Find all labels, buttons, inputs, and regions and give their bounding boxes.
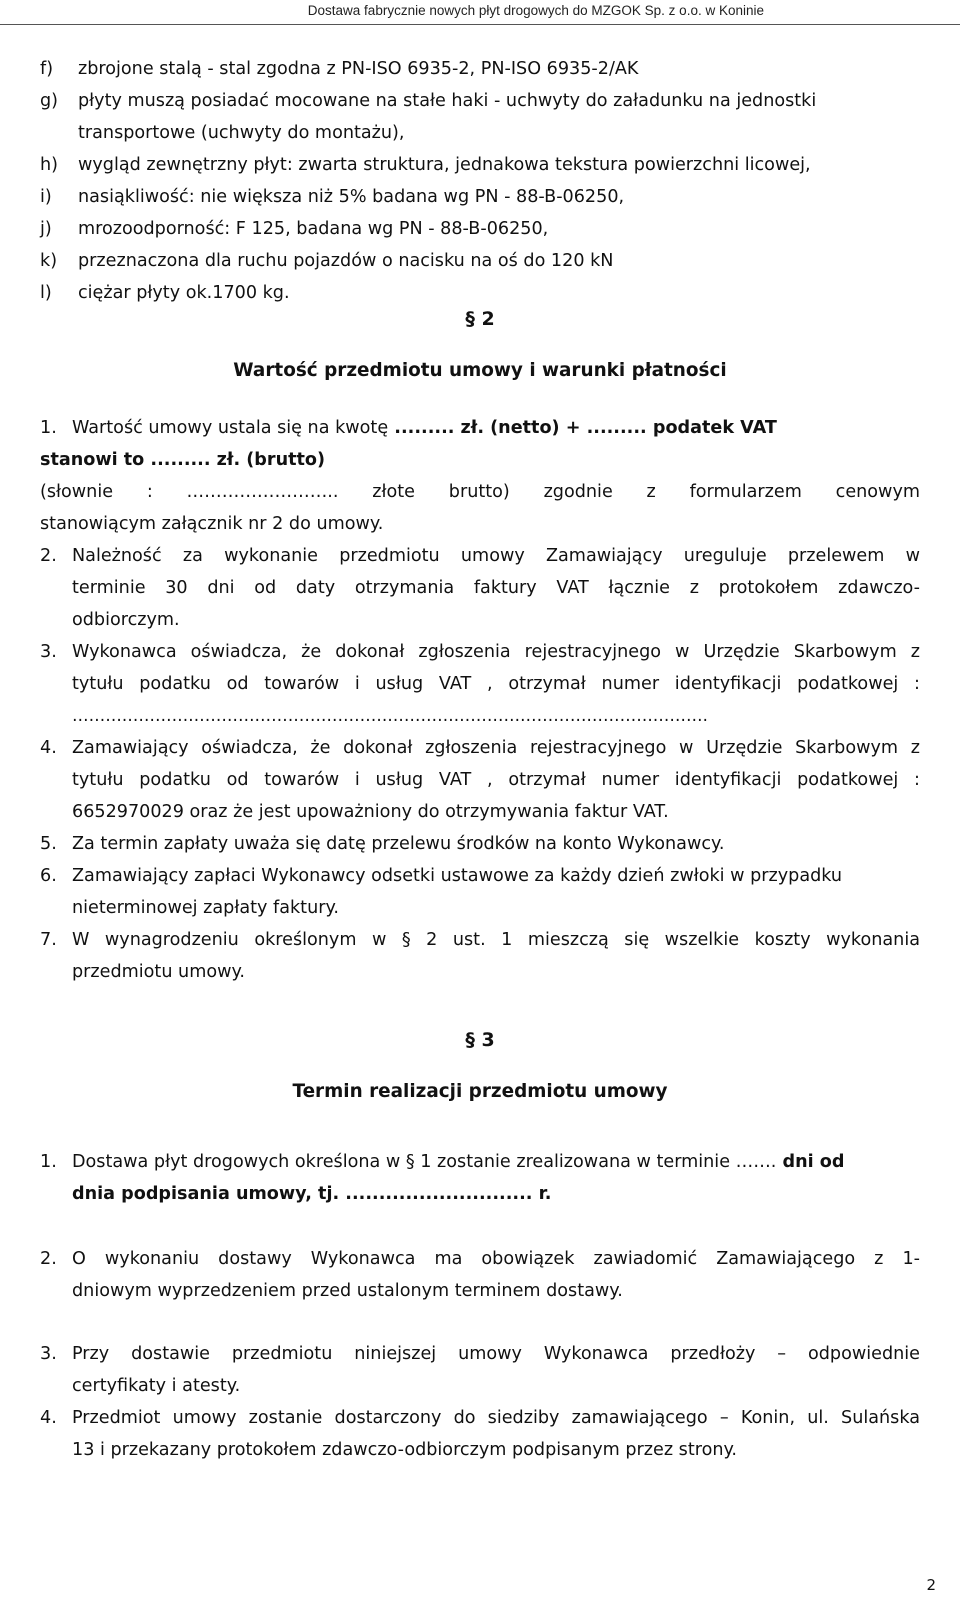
section-2-body	[40, 412, 920, 988]
paragraph-line: 4. Przedmiot umowy zostanie dostarczony do siedziby zamawiającego – Konin, ul. Sulańska	[40, 1408, 920, 1428]
paragraph-line: 2. Należność za wykonanie przedmiotu umowy Zamawiający ureguluje przelewem w	[40, 546, 920, 566]
paragraph-line: 3. Wykonawca oświadcza, że dokonał zgłoszenia rejestracyjnego w Urzędzie Skarbowym z	[40, 642, 920, 662]
paragraph-line: certyfikaty i atesty.	[72, 1376, 241, 1396]
list-item: k) przeznaczona dla ruchu pojazdów o nacisku na oś do 120 kN	[40, 251, 614, 271]
paragraph-line: 6652970029 oraz że jest upoważniony do otrzymywania faktur VAT.	[72, 802, 669, 822]
paragraph-line: 6. Zamawiający zapłaci Wykonawcy odsetki ustawowe za każdy dzień zwłoki w przypadku	[40, 866, 843, 886]
section-3-paragraph-2	[40, 1243, 920, 1307]
paragraph-line: 3. Przy dostawie przedmiotu niniejszej umowy Wykonawca przedłoży – odpowiednie	[40, 1344, 920, 1364]
paragraph-line: 4. Zamawiający oświadcza, że dokonał zgłoszenia rejestracyjnego w Urzędzie Skarbowym z	[40, 738, 920, 758]
header-title: Dostawa fabrycznie nowych płyt drogowych do MZGOK Sp. z o.o. w Koninie	[307, 3, 764, 18]
paragraph-line: terminie 30 dni od daty otrzymania faktury VAT łącznie z protokołem zdawczo-	[72, 578, 920, 598]
paragraph-line: tytułu podatku od towarów i usług VAT , otrzymał numer identyfikacji podatkowej :	[72, 674, 920, 694]
section-3-paragraphs-3-4	[40, 1338, 920, 1466]
list-item: h) wygląd zewnętrzny płyt: zwarta struktura, jednakowa tekstura powierzchni licowej,	[40, 155, 811, 175]
paragraph-line: stanowi to ......... zł. (brutto)	[40, 450, 326, 470]
section-3-title: Termin realizacji przedmiotu umowy	[292, 1081, 668, 1102]
list-item: l) ciężar płyty ok.1700 kg.	[40, 283, 290, 303]
paragraph-line: przedmiotu umowy.	[72, 962, 245, 982]
paragraph-line: tytułu podatku od towarów i usług VAT , otrzymał numer identyfikacji podatkowej :	[72, 770, 920, 790]
paragraph-line: nieterminowej zapłaty faktury.	[72, 898, 339, 918]
paragraph-line: 2. O wykonaniu dostawy Wykonawca ma obowiązek zawiadomić Zamawiającego z 1-	[40, 1249, 920, 1269]
list-item: i) nasiąkliwość: nie większa niż 5% badana wg PN - 88-B-06250,	[40, 187, 625, 207]
page-number: 2	[926, 1576, 936, 1594]
paragraph-line: dnia podpisania umowy, tj. ............................ r.	[72, 1184, 552, 1204]
specification-list	[40, 53, 920, 309]
page-header	[0, 0, 960, 25]
list-item-continuation: transportowe (uchwyty do montażu),	[78, 123, 405, 143]
section-3-symbol: § 3	[465, 1029, 495, 1051]
section-2-title: Wartość przedmiotu umowy i warunki płatności	[233, 360, 727, 381]
section-3-body	[40, 1146, 920, 1210]
paragraph-line: (słownie : …………………….. złote brutto) zgodnie z formularzem cenowym	[40, 482, 920, 502]
paragraph-line: stanowiącym załącznik nr 2 do umowy.	[40, 514, 384, 534]
list-item: j) mrozoodporność: F 125, badana wg PN - 88-B-06250,	[40, 219, 549, 239]
paragraph-line: odbiorczym.	[72, 610, 180, 630]
paragraph-line: 7. W wynagrodzeniu określonym w § 2 ust. 1 mieszczą się wszelkie koszty wykonania	[40, 930, 920, 950]
section-2-symbol: § 2	[465, 308, 495, 330]
list-item: f) zbrojone stalą - stal zgodna z PN-ISO 6935-2, PN-ISO 6935-2/AK	[40, 59, 639, 79]
list-item: g) płyty muszą posiadać mocowane na stałe haki - uchwyty do załadunku na jednostki	[40, 91, 817, 111]
paragraph-line: 1. Wartość umowy ustala się na kwotę ......... zł. (netto) + ......... podatek VAT	[40, 418, 777, 438]
paragraph-line: dniowym wyprzedzeniem przed ustalonym terminem dostawy.	[72, 1281, 623, 1301]
paragraph-line: 13 i przekazany protokołem zdawczo-odbiorczym podpisanym przez strony.	[72, 1440, 737, 1460]
paragraph-line: …………………………………………………………………………………………………….	[72, 706, 708, 725]
paragraph-line: 1. Dostawa płyt drogowych określona w § 1 zostanie zrealizowana w terminie ……. dni od	[40, 1152, 845, 1172]
paragraph-line: 5. Za termin zapłaty uważa się datę przelewu środków na konto Wykonawcy.	[40, 834, 725, 854]
